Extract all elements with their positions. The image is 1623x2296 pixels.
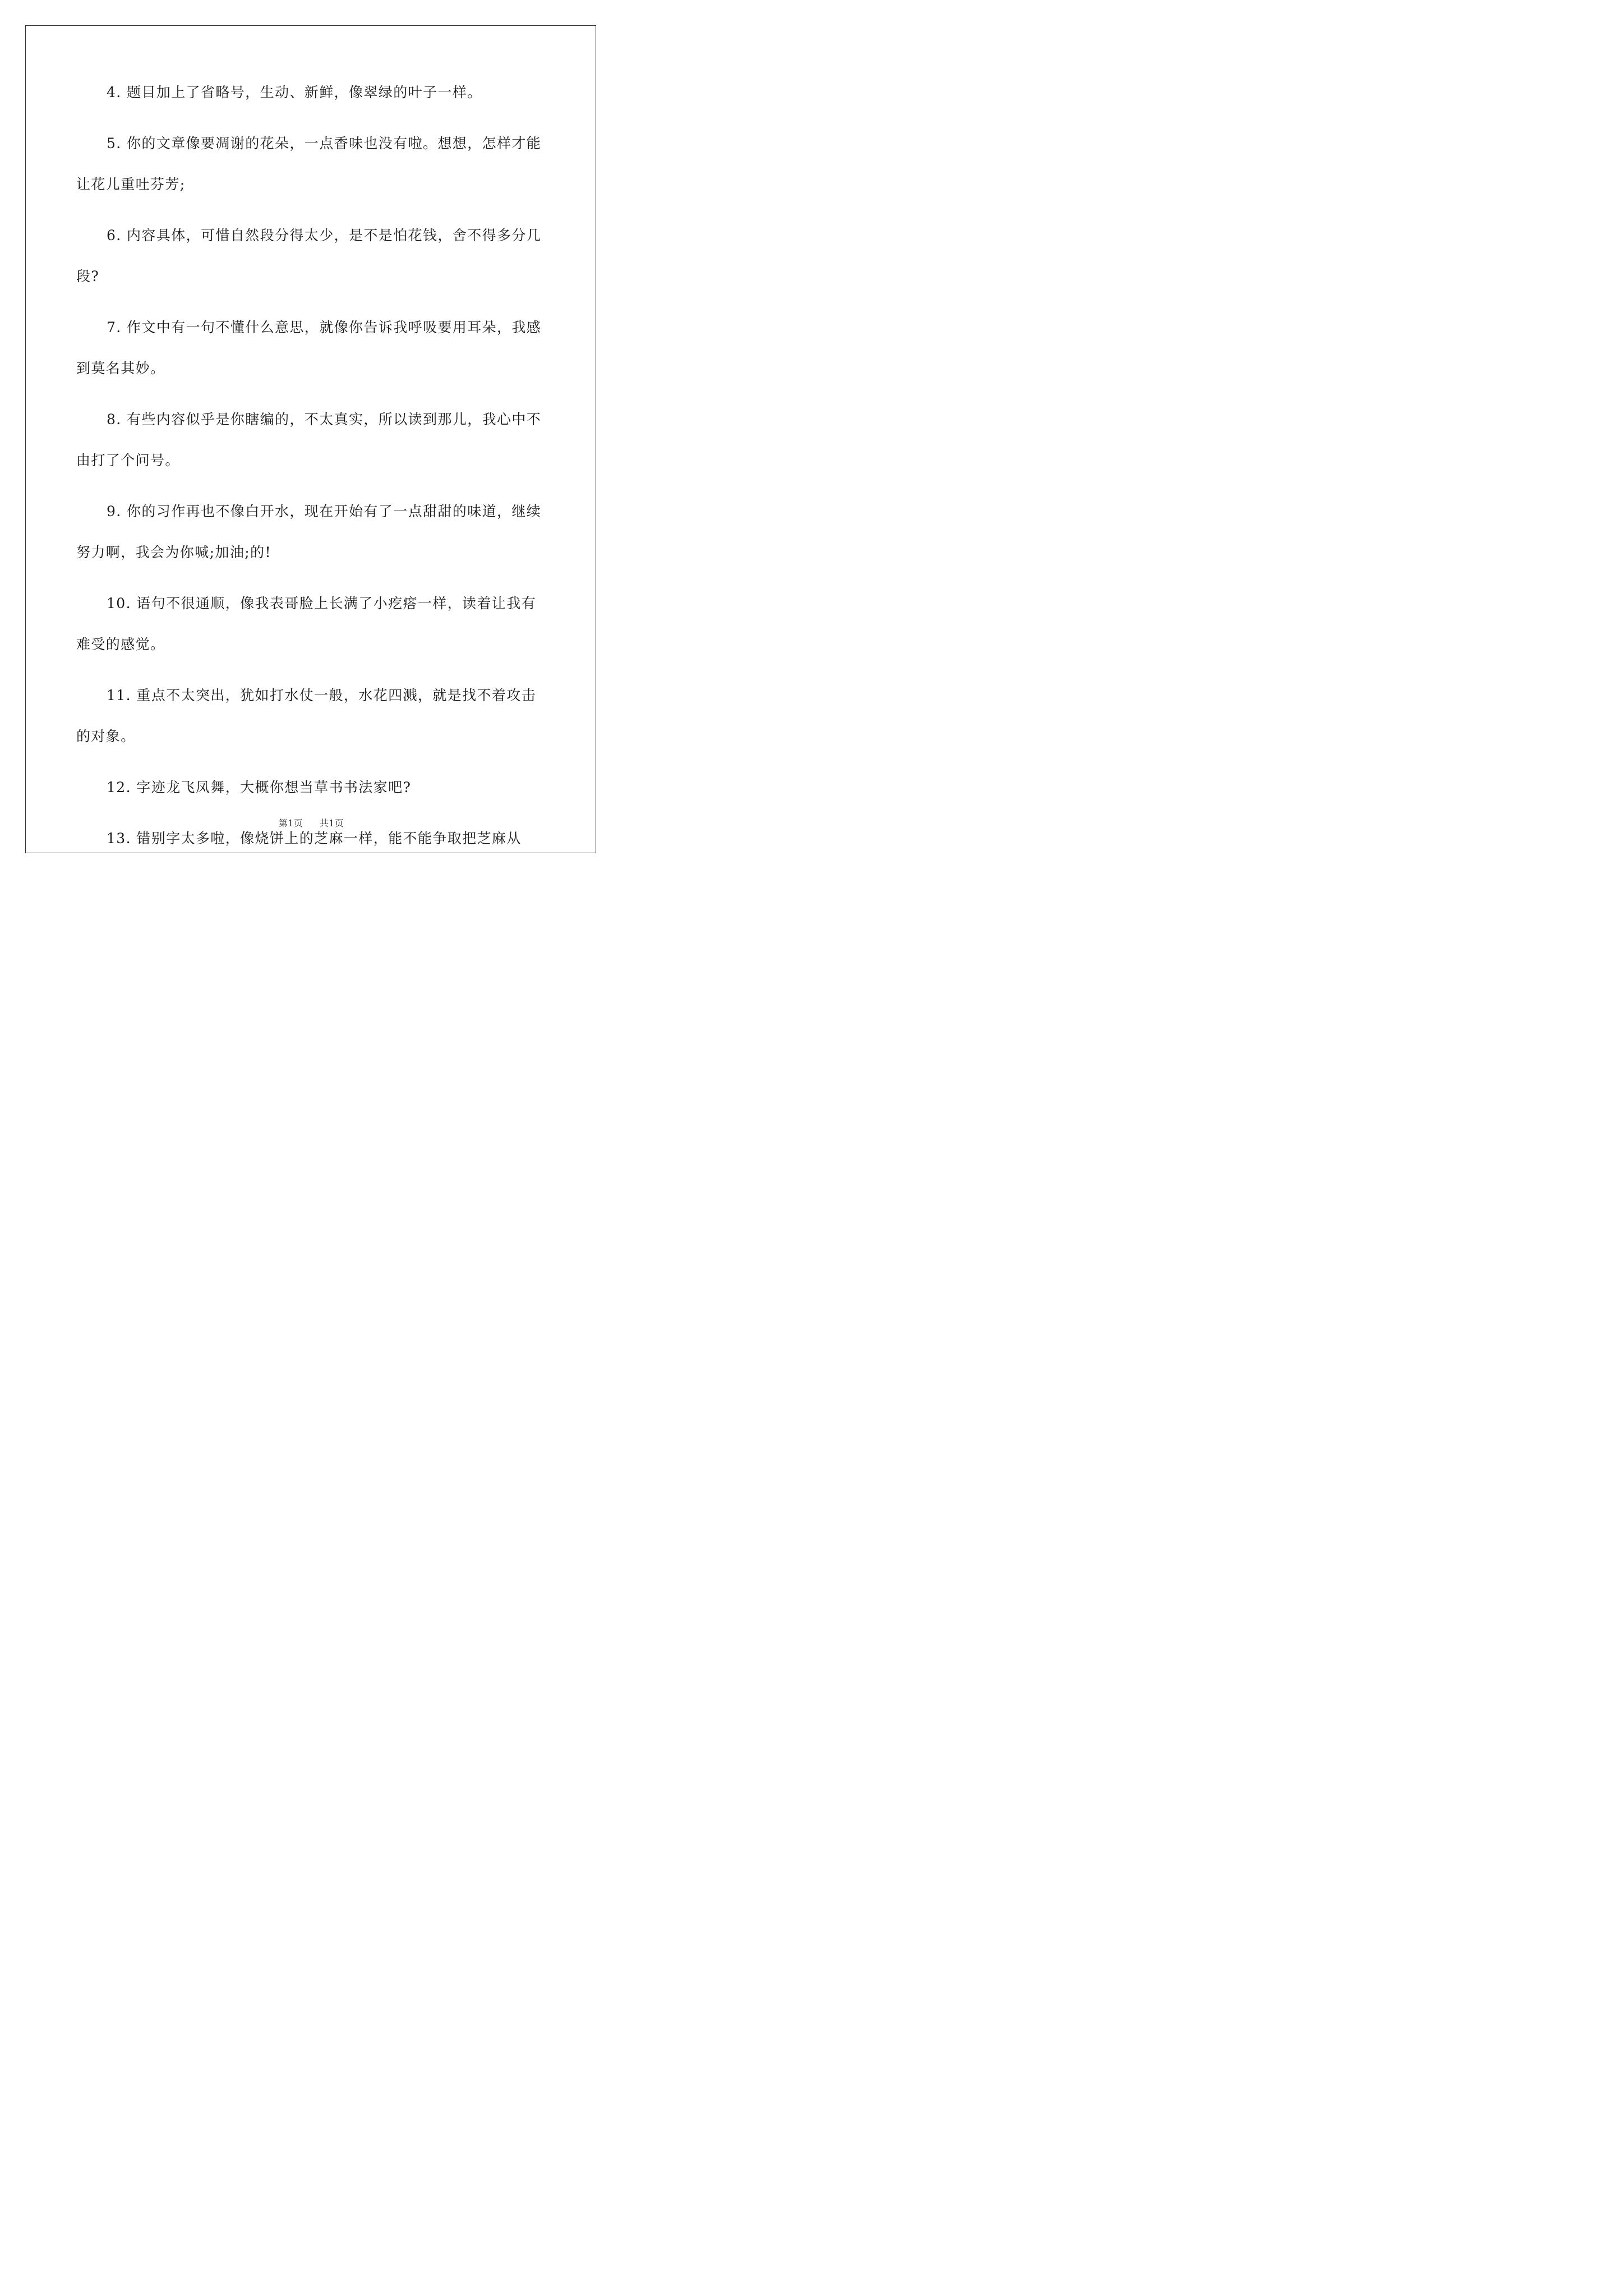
page-number-total: 共1页: [319, 818, 344, 829]
paragraph-6: 6. 内容具体，可惜自然段分得太少，是不是怕花钱，舍不得多分几段?: [76, 227, 542, 284]
document-body: [76, 72, 547, 869]
paragraph-9: 9. 你的习作再也不像白开水，现在开始有了一点甜甜的味道，继续努力啊，我会为你喊;加油;的!: [76, 503, 542, 560]
page-footer: [0, 816, 623, 829]
paragraph-7: 7. 作文中有一句不懂什么意思，就像你告诉我呼吸要用耳朵，我感到莫名其妙。: [76, 319, 542, 376]
paragraph-4: 4. 题目加上了省略号，生动、新鲜，像翠绿的叶子一样。: [107, 84, 482, 100]
paragraph-5: 5. 你的文章像要凋谢的花朵，一点香味也没有啦。想想，怎样才能让花儿重吐芬芳;: [76, 135, 542, 192]
paragraph-10: 10. 语句不很通顺，像我表哥脸上长满了小疙瘩一样，读着让我有难受的感觉。: [76, 595, 537, 652]
paragraph-12: 12. 字迹龙飞凤舞，大概你想当草书书法家吧?: [107, 779, 412, 795]
paragraph-13: 13. 错别字太多啦，像烧饼上的芝麻一样，能不能争取把芝麻从: [107, 830, 522, 846]
page-number-current: 第1页: [278, 818, 303, 829]
paragraph-11: 11. 重点不太突出，犹如打水仗一般，水花四溅，就是找不着攻击的对象。: [76, 687, 537, 744]
paragraph-8: 8. 有些内容似乎是你瞎编的，不太真实，所以读到那儿，我心中不由打了个问号。: [76, 411, 542, 468]
